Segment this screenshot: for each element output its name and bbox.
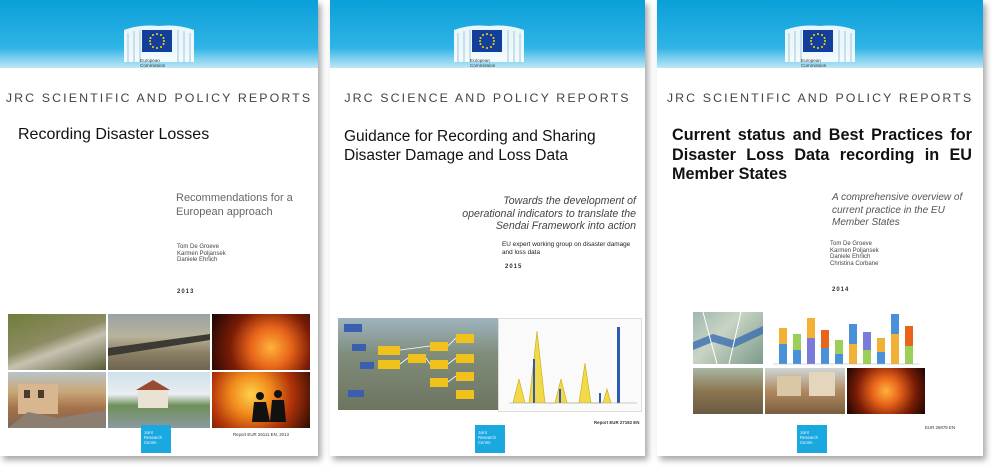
working-group: EU expert working group on disaster damage and loss data <box>502 241 631 256</box>
jrc-logo <box>797 425 827 453</box>
stacked-bar-chart-image <box>765 304 925 372</box>
series-heading: JRC SCIENCE AND POLICY REPORTS <box>344 91 631 105</box>
eu-flag-icon <box>142 30 172 52</box>
jrc-label: Joint Research Centre <box>800 430 818 445</box>
author: Daniele Ehrlich <box>177 257 218 264</box>
report-number: EUR 26879 EN <box>925 425 956 430</box>
eu-flag-icon <box>472 30 502 52</box>
wildfire-photo <box>847 368 925 414</box>
report-subtitle: Towards the development of operational indicators to translate the Sendai Framework into action <box>462 195 636 232</box>
publication-year: 2015 <box>505 264 523 270</box>
series-heading: JRC SCIENTIFIC AND POLICY REPORTS <box>666 91 974 105</box>
european-commission-logo <box>450 22 528 74</box>
earthquake-damage-photo <box>8 372 106 428</box>
author-list <box>830 241 879 268</box>
damage-chart-image <box>498 318 642 412</box>
report-title: Recording Disaster Losses <box>18 126 210 143</box>
jrc-logo <box>141 425 171 453</box>
report-subtitle: Recommendations for a European approach <box>176 192 293 218</box>
logo-label: European Commission <box>801 58 827 69</box>
landslide-photo <box>8 314 106 370</box>
logo-label: European Commission <box>470 58 496 69</box>
jrc-label: Joint Research Centre <box>144 430 162 445</box>
author: Karmen Poljansek <box>177 250 226 257</box>
report-title: Current status and Best Practices for Disaster Loss Data recording in EU Member States <box>672 126 972 183</box>
report-subtitle: A comprehensive overview of current practice in the EU Member States <box>832 192 963 228</box>
author: Karmen Poljansek <box>830 247 879 254</box>
firefighters-photo <box>212 372 310 428</box>
author: Daniele Ehrlich <box>830 254 871 261</box>
eu-flag-icon <box>803 30 833 52</box>
flood-aerial-photo <box>108 314 210 370</box>
series-heading: JRC SCIENTIFIC AND POLICY REPORTS <box>5 91 313 105</box>
logo-label: European Commission <box>140 58 166 69</box>
report-title <box>344 127 596 165</box>
report-cover-current-status-best-practices[interactable] <box>657 0 983 456</box>
report-cover-recording-disaster-losses[interactable] <box>0 0 318 456</box>
author: Christina Corbane <box>830 261 879 268</box>
jrc-logo <box>475 425 505 453</box>
author: Tom De Groeve <box>830 241 873 247</box>
publication-year: 2013 <box>177 289 195 295</box>
author: Tom De Groeve <box>177 244 220 250</box>
flooded-village-photo <box>108 372 210 428</box>
european-commission-logo <box>120 22 198 74</box>
flood-street-photo <box>765 368 845 414</box>
flooded-town-photo <box>693 368 763 414</box>
report-number: Report EUR 27192 EN <box>594 420 640 425</box>
flow-diagram-over-photo <box>338 318 498 410</box>
jrc-label: Joint Research Centre <box>478 430 496 445</box>
publication-year: 2014 <box>832 287 850 293</box>
forest-fire-photo <box>212 314 310 370</box>
report-title-line: Disaster Damage and Loss Data <box>344 147 569 164</box>
flood-map-image <box>693 312 763 364</box>
european-commission-logo <box>781 22 859 74</box>
report-cover-guidance-recording-sharing[interactable] <box>330 0 645 456</box>
report-title-line: Guidance for Recording and Sharing <box>344 128 596 145</box>
author-list <box>177 244 226 264</box>
report-number: Report EUR 26111 EN, 2013 <box>233 432 289 437</box>
